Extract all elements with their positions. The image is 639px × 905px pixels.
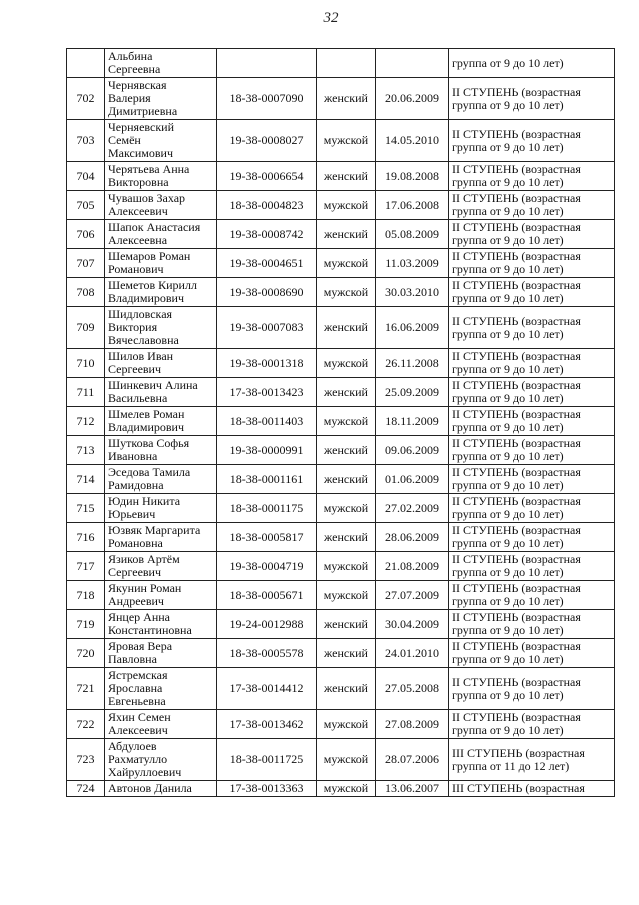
birth-date-cell: 17.06.2008 bbox=[376, 191, 449, 220]
name-line: Якунин Роман bbox=[108, 581, 182, 595]
row-number-cell: 720 bbox=[67, 639, 105, 668]
registration-id-cell: 18-38-0005671 bbox=[217, 581, 317, 610]
gender-cell: женский bbox=[317, 378, 376, 407]
age-group-line: группа от 9 до 10 лет) bbox=[452, 97, 564, 112]
age-group-line: группа от 9 до 10 лет) bbox=[452, 420, 564, 434]
full-name-cell bbox=[105, 349, 217, 378]
row-number-cell: 704 bbox=[67, 162, 105, 191]
table-row bbox=[67, 162, 615, 191]
birth-date-cell: 13.06.2007 bbox=[376, 781, 449, 797]
name-line: Константиновна bbox=[108, 623, 192, 637]
age-group-line: II СТУПЕНЬ (возрастная bbox=[452, 162, 581, 176]
age-group-line: группа от 11 до 12 лет) bbox=[452, 758, 570, 773]
name-line: Валерия bbox=[108, 91, 151, 105]
name-line: Шилов Иван bbox=[108, 349, 174, 363]
name-line: Алексеевна bbox=[108, 233, 168, 247]
row-number-cell: 708 bbox=[67, 278, 105, 307]
registration-id-cell: 19-38-0008027 bbox=[217, 120, 317, 162]
registration-id-cell: 19-38-0000991 bbox=[217, 436, 317, 465]
full-name-cell bbox=[105, 781, 217, 797]
row-number-cell: 711 bbox=[67, 378, 105, 407]
birth-date-cell: 05.08.2009 bbox=[376, 220, 449, 249]
name-line: Вячеславовна bbox=[108, 333, 179, 347]
age-group-line: II СТУПЕНЬ (возрастная bbox=[452, 610, 581, 624]
registration-id-cell: 19-38-0004651 bbox=[217, 249, 317, 278]
table-row bbox=[67, 781, 615, 797]
registration-id-cell: 18-38-0005817 bbox=[217, 523, 317, 552]
row-number-cell: 718 bbox=[67, 581, 105, 610]
birth-date-cell: 27.05.2008 bbox=[376, 668, 449, 710]
name-line: Евгеньевна bbox=[108, 694, 166, 708]
name-line: Альбина bbox=[108, 49, 153, 63]
birth-date-cell: 21.08.2009 bbox=[376, 552, 449, 581]
full-name-cell bbox=[105, 552, 217, 581]
age-group-line: II СТУПЕНЬ (возрастная bbox=[452, 313, 581, 328]
full-name-cell bbox=[105, 249, 217, 278]
gender-cell: женский bbox=[317, 639, 376, 668]
full-name-cell bbox=[105, 639, 217, 668]
gender-cell: женский bbox=[317, 78, 376, 120]
table-row bbox=[67, 494, 615, 523]
name-line: Чернявская bbox=[108, 78, 167, 92]
row-number-cell: 722 bbox=[67, 710, 105, 739]
age-group-line: группа от 9 до 10 лет) bbox=[452, 507, 564, 521]
age-group-line: группа от 9 до 10 лет) bbox=[452, 262, 564, 276]
name-line: Эседова Тамила bbox=[108, 465, 191, 479]
name-line: Шмелев Роман bbox=[108, 407, 185, 421]
birth-date-cell: 27.02.2009 bbox=[376, 494, 449, 523]
table-row bbox=[67, 220, 615, 249]
age-group-cell bbox=[449, 249, 615, 278]
table-row bbox=[67, 668, 615, 710]
age-group-line: II СТУПЕНЬ (возрастная bbox=[452, 639, 581, 653]
gender-cell: мужской bbox=[317, 278, 376, 307]
name-line: Яровая Вера bbox=[108, 639, 173, 653]
age-group-line: II СТУПЕНЬ (возрастная bbox=[452, 465, 581, 479]
birth-date-cell: 09.06.2009 bbox=[376, 436, 449, 465]
age-group-line: II СТУПЕНЬ (возрастная bbox=[452, 220, 581, 234]
name-line: Владимирович bbox=[108, 420, 184, 434]
registration-id-cell: 19-38-0007083 bbox=[217, 307, 317, 349]
name-line: Алексеевич bbox=[108, 723, 168, 737]
row-number-cell: 706 bbox=[67, 220, 105, 249]
name-line: Романович bbox=[108, 262, 164, 276]
registration-id-cell: 18-38-0007090 bbox=[217, 78, 317, 120]
name-line: Андреевич bbox=[108, 594, 164, 608]
age-group-line: II СТУПЕНЬ (возрастная bbox=[452, 674, 581, 689]
name-line: Чувашов Захар bbox=[108, 191, 186, 205]
row-number-cell: 721 bbox=[67, 668, 105, 710]
registration-id-cell: 17-38-0014412 bbox=[217, 668, 317, 710]
gender-cell: мужской bbox=[317, 120, 376, 162]
age-group-line: II СТУПЕНЬ (возрастная bbox=[452, 84, 581, 99]
age-group-cell bbox=[449, 378, 615, 407]
table-row bbox=[67, 349, 615, 378]
age-group-line: группа от 9 до 10 лет) bbox=[452, 362, 564, 376]
registration-id-cell: 17-38-0013363 bbox=[217, 781, 317, 797]
full-name-cell bbox=[105, 436, 217, 465]
registration-id-cell: 18-38-0004823 bbox=[217, 191, 317, 220]
row-number-cell: 710 bbox=[67, 349, 105, 378]
name-line: Шеметов Кирилл bbox=[108, 278, 197, 292]
birth-date-cell: 28.06.2009 bbox=[376, 523, 449, 552]
age-group-line: II СТУПЕНЬ (возрастная bbox=[452, 126, 581, 141]
age-group-line: группа от 9 до 10 лет) bbox=[452, 391, 564, 405]
gender-cell: мужской bbox=[317, 494, 376, 523]
full-name-cell bbox=[105, 49, 217, 78]
table-row bbox=[67, 465, 615, 494]
age-group-line: группа от 9 до 10 лет) bbox=[452, 594, 564, 608]
full-name-cell bbox=[105, 220, 217, 249]
name-line: Рахматулло bbox=[108, 752, 168, 766]
table-row bbox=[67, 710, 615, 739]
age-group-line: II СТУПЕНЬ (возрастная bbox=[452, 494, 581, 508]
age-group-cell bbox=[449, 781, 615, 797]
age-group-cell bbox=[449, 710, 615, 739]
name-line: Ярославна bbox=[108, 681, 163, 695]
birth-date-cell: 27.08.2009 bbox=[376, 710, 449, 739]
age-group-line: II СТУПЕНЬ (возрастная bbox=[452, 581, 581, 595]
gender-cell: женский bbox=[317, 162, 376, 191]
full-name-cell bbox=[105, 710, 217, 739]
birth-date-cell: 30.03.2010 bbox=[376, 278, 449, 307]
name-line: Викторовна bbox=[108, 175, 169, 189]
name-line: Сергеевна bbox=[108, 62, 161, 76]
name-line: Шапок Анастасия bbox=[108, 220, 201, 234]
name-line: Шемаров Роман bbox=[108, 249, 191, 263]
full-name-cell bbox=[105, 581, 217, 610]
name-line: Павловна bbox=[108, 652, 157, 666]
age-group-line: группа от 9 до 10 лет) bbox=[452, 139, 564, 154]
full-name-cell bbox=[105, 494, 217, 523]
birth-date-cell: 24.01.2010 bbox=[376, 639, 449, 668]
age-group-cell bbox=[449, 120, 615, 162]
age-group-line: III СТУПЕНЬ (возрастная bbox=[452, 745, 585, 760]
age-group-line: группа от 9 до 10 лет) bbox=[452, 723, 564, 737]
registration-id-cell: 18-38-0005578 bbox=[217, 639, 317, 668]
table-row bbox=[67, 378, 615, 407]
age-group-cell bbox=[449, 78, 615, 120]
registration-id-cell: 19-38-0004719 bbox=[217, 552, 317, 581]
age-group-line: группа от 9 до 10 лет) bbox=[452, 291, 564, 305]
age-group-cell bbox=[449, 307, 615, 349]
registration-id-cell: 19-38-0008690 bbox=[217, 278, 317, 307]
age-group-line: II СТУПЕНЬ (возрастная bbox=[452, 349, 581, 363]
name-line: Семён bbox=[108, 133, 141, 147]
gender-cell: женский bbox=[317, 220, 376, 249]
full-name-cell bbox=[105, 407, 217, 436]
table-row bbox=[67, 120, 615, 162]
gender-cell bbox=[317, 49, 376, 78]
table-row bbox=[67, 78, 615, 120]
gender-cell: мужской bbox=[317, 739, 376, 781]
age-group-line: II СТУПЕНЬ (возрастная bbox=[452, 552, 581, 566]
full-name-cell bbox=[105, 191, 217, 220]
table-row bbox=[67, 278, 615, 307]
table-row bbox=[67, 191, 615, 220]
name-line: Владимирович bbox=[108, 291, 184, 305]
gender-cell: мужской bbox=[317, 781, 376, 797]
age-group-cell bbox=[449, 436, 615, 465]
row-number-cell: 703 bbox=[67, 120, 105, 162]
gender-cell: женский bbox=[317, 307, 376, 349]
table-row bbox=[67, 610, 615, 639]
table-row bbox=[67, 639, 615, 668]
age-group-line: группа от 9 до 10 лет) bbox=[452, 478, 564, 492]
gender-cell: женский bbox=[317, 465, 376, 494]
name-line: Шидловская bbox=[108, 307, 173, 321]
table-row bbox=[67, 436, 615, 465]
age-group-cell bbox=[449, 349, 615, 378]
full-name-cell bbox=[105, 307, 217, 349]
registration-id-cell: 19-38-0008742 bbox=[217, 220, 317, 249]
age-group-line: группа от 9 до 10 лет) bbox=[452, 233, 564, 247]
gender-cell: мужской bbox=[317, 349, 376, 378]
age-group-cell bbox=[449, 162, 615, 191]
row-number-cell: 705 bbox=[67, 191, 105, 220]
age-group-cell bbox=[449, 465, 615, 494]
row-number-cell: 714 bbox=[67, 465, 105, 494]
name-line: Яхин Семен bbox=[108, 710, 171, 724]
age-group-line: группа от 9 до 10 лет) bbox=[452, 449, 564, 463]
full-name-cell bbox=[105, 162, 217, 191]
birth-date-cell: 25.09.2009 bbox=[376, 378, 449, 407]
row-number-cell: 724 bbox=[67, 781, 105, 797]
full-name-cell bbox=[105, 668, 217, 710]
gender-cell: мужской bbox=[317, 407, 376, 436]
row-number-cell: 716 bbox=[67, 523, 105, 552]
age-group-cell bbox=[449, 407, 615, 436]
full-name-cell bbox=[105, 610, 217, 639]
page-number: 32 bbox=[323, 10, 339, 26]
name-line: Ястремская bbox=[108, 668, 168, 682]
registration-id-cell: 19-38-0001318 bbox=[217, 349, 317, 378]
age-group-cell bbox=[449, 523, 615, 552]
name-line: Автонов Данила bbox=[108, 781, 192, 795]
gender-cell: мужской bbox=[317, 552, 376, 581]
gender-cell: мужской bbox=[317, 191, 376, 220]
name-line: Янцер Анна bbox=[108, 610, 171, 624]
name-line: Черятьева Анна bbox=[108, 162, 190, 176]
age-group-line: II СТУПЕНЬ (возрастная bbox=[452, 278, 581, 292]
birth-date-cell: 11.03.2009 bbox=[376, 249, 449, 278]
birth-date-cell: 18.11.2009 bbox=[376, 407, 449, 436]
row-number-cell: 709 bbox=[67, 307, 105, 349]
name-line: Язиков Артём bbox=[108, 552, 180, 566]
age-group-cell bbox=[449, 581, 615, 610]
row-number-cell bbox=[67, 49, 105, 78]
name-line: Шуткова Софья bbox=[108, 436, 190, 450]
row-number-cell: 707 bbox=[67, 249, 105, 278]
participants-table bbox=[66, 48, 615, 797]
name-line: Сергеевич bbox=[108, 362, 162, 376]
name-line: Абдулоев bbox=[108, 739, 157, 753]
name-line: Юрьевич bbox=[108, 507, 156, 521]
gender-cell: женский bbox=[317, 436, 376, 465]
age-group-cell bbox=[449, 739, 615, 781]
age-group-line: группа от 9 до 10 лет) bbox=[452, 55, 564, 70]
name-line: Хайруллоевич bbox=[108, 765, 182, 779]
name-line: Рамидовна bbox=[108, 478, 164, 492]
full-name-cell bbox=[105, 523, 217, 552]
birth-date-cell: 20.06.2009 bbox=[376, 78, 449, 120]
name-line: Васильевна bbox=[108, 391, 168, 405]
gender-cell: женский bbox=[317, 523, 376, 552]
age-group-cell bbox=[449, 668, 615, 710]
age-group-line: II СТУПЕНЬ (возрастная bbox=[452, 407, 581, 421]
row-number-cell: 719 bbox=[67, 610, 105, 639]
age-group-cell bbox=[449, 49, 615, 78]
age-group-cell bbox=[449, 610, 615, 639]
age-group-line: группа от 9 до 10 лет) bbox=[452, 652, 564, 666]
name-line: Шинкевич Алина bbox=[108, 378, 198, 392]
full-name-cell bbox=[105, 465, 217, 494]
gender-cell: мужской bbox=[317, 710, 376, 739]
row-number-cell: 702 bbox=[67, 78, 105, 120]
table-row bbox=[67, 523, 615, 552]
age-group-line: II СТУПЕНЬ (возрастная bbox=[452, 523, 581, 537]
name-line: Виктория bbox=[108, 320, 158, 334]
participants-table-body bbox=[67, 49, 615, 797]
registration-id-cell: 19-24-0012988 bbox=[217, 610, 317, 639]
age-group-line: группа от 9 до 10 лет) bbox=[452, 536, 564, 550]
registration-id-cell: 17-38-0013462 bbox=[217, 710, 317, 739]
table-row bbox=[67, 307, 615, 349]
registration-id-cell: 18-38-0011403 bbox=[217, 407, 317, 436]
age-group-cell bbox=[449, 639, 615, 668]
name-line: Алексеевич bbox=[108, 204, 168, 218]
row-number-cell: 715 bbox=[67, 494, 105, 523]
table-row bbox=[67, 581, 615, 610]
registration-id-cell bbox=[217, 49, 317, 78]
age-group-line: группа от 9 до 10 лет) bbox=[452, 687, 564, 702]
age-group-line: группа от 9 до 10 лет) bbox=[452, 175, 564, 189]
table-row bbox=[67, 552, 615, 581]
age-group-cell bbox=[449, 278, 615, 307]
age-group-line: III СТУПЕНЬ (возрастная bbox=[452, 781, 585, 795]
age-group-line: группа от 9 до 10 лет) bbox=[452, 204, 564, 218]
name-line: Димитриевна bbox=[108, 104, 178, 118]
age-group-line: II СТУПЕНЬ (возрастная bbox=[452, 436, 581, 450]
age-group-cell bbox=[449, 552, 615, 581]
full-name-cell bbox=[105, 78, 217, 120]
row-number-cell: 713 bbox=[67, 436, 105, 465]
gender-cell: женский bbox=[317, 610, 376, 639]
name-line: Романовна bbox=[108, 536, 163, 550]
row-number-cell: 712 bbox=[67, 407, 105, 436]
age-group-line: группа от 9 до 10 лет) bbox=[452, 326, 564, 341]
gender-cell: мужской bbox=[317, 581, 376, 610]
birth-date-cell: 30.04.2009 bbox=[376, 610, 449, 639]
name-line: Юдин Никита bbox=[108, 494, 181, 508]
gender-cell: мужской bbox=[317, 249, 376, 278]
birth-date-cell bbox=[376, 49, 449, 78]
age-group-cell bbox=[449, 220, 615, 249]
birth-date-cell: 26.11.2008 bbox=[376, 349, 449, 378]
full-name-cell bbox=[105, 278, 217, 307]
table-row bbox=[67, 407, 615, 436]
name-line: Сергеевич bbox=[108, 565, 162, 579]
age-group-line: группа от 9 до 10 лет) bbox=[452, 623, 564, 637]
full-name-cell bbox=[105, 378, 217, 407]
age-group-cell bbox=[449, 494, 615, 523]
name-line: Максимович bbox=[108, 146, 173, 160]
full-name-cell bbox=[105, 739, 217, 781]
name-line: Черняевский bbox=[108, 120, 174, 134]
full-name-cell bbox=[105, 120, 217, 162]
registration-id-cell: 18-38-0001175 bbox=[217, 494, 317, 523]
name-line: Юзвяк Маргарита bbox=[108, 523, 201, 537]
birth-date-cell: 16.06.2009 bbox=[376, 307, 449, 349]
registration-id-cell: 18-38-0001161 bbox=[217, 465, 317, 494]
row-number-cell: 717 bbox=[67, 552, 105, 581]
birth-date-cell: 19.08.2008 bbox=[376, 162, 449, 191]
birth-date-cell: 01.06.2009 bbox=[376, 465, 449, 494]
table-row bbox=[67, 739, 615, 781]
age-group-line: II СТУПЕНЬ (возрастная bbox=[452, 249, 581, 263]
registration-id-cell: 17-38-0013423 bbox=[217, 378, 317, 407]
birth-date-cell: 14.05.2010 bbox=[376, 120, 449, 162]
birth-date-cell: 28.07.2006 bbox=[376, 739, 449, 781]
age-group-line: II СТУПЕНЬ (возрастная bbox=[452, 378, 581, 392]
gender-cell: женский bbox=[317, 668, 376, 710]
birth-date-cell: 27.07.2009 bbox=[376, 581, 449, 610]
age-group-cell bbox=[449, 191, 615, 220]
row-number-cell: 723 bbox=[67, 739, 105, 781]
table-row bbox=[67, 49, 615, 78]
registration-id-cell: 19-38-0006654 bbox=[217, 162, 317, 191]
age-group-line: II СТУПЕНЬ (возрастная bbox=[452, 191, 581, 205]
age-group-line: группа от 9 до 10 лет) bbox=[452, 565, 564, 579]
registration-id-cell: 18-38-0011725 bbox=[217, 739, 317, 781]
table-row bbox=[67, 249, 615, 278]
name-line: Ивановна bbox=[108, 449, 158, 463]
age-group-line: II СТУПЕНЬ (возрастная bbox=[452, 710, 581, 724]
